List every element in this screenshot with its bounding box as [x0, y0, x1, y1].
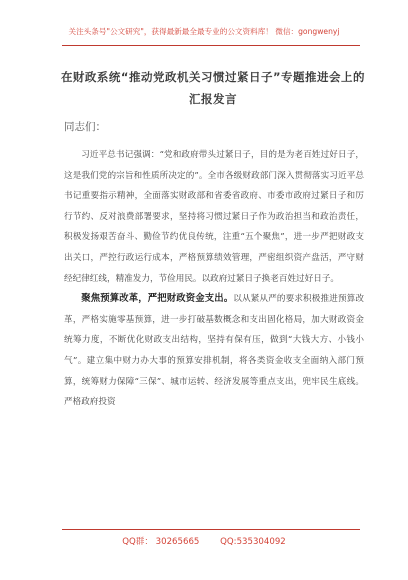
- paragraph-1: 习近平总书记强调：“党和政府带头过紧日子，目的是为老百姓过好日子，这是我们党的宗旨和性质所决定的”。全市各级财政部门深入贯彻落实习近平总书记重要指示精神，全面落实财政部和省委省政府、市委市政府过紧日子和厉行节约、反对浪费部署要求，坚持将习惯过紧日子作为政治担当和政治责任，积极发扬艰苦奋斗、勤俭节约优良传统，注重“五个聚焦”，进一步严把财政支出关口，严控行政运行成本，严格预算绩效管理，严密组织资产盘活，严守财经纪律红线，精准发力，节俭用民。以政府过紧日子换老百姓过好日子。: [64, 150, 364, 284]
- footer-qq: QQ:535304092: [220, 537, 286, 547]
- header-note: 关注头条号"公文研究"，获得最新最全最专业的公文资料库！ 微信：gongwenyj: [68, 27, 340, 36]
- paragraph-2-lead: 聚焦预算改革，严把财政资金支出。: [81, 293, 234, 305]
- footer: [0, 535, 408, 547]
- salutation: 同志们：: [64, 121, 106, 133]
- footer-qq-group: QQ群： 30265665: [122, 537, 200, 547]
- header-divider: [62, 45, 360, 46]
- document-title: 在财政系统“推动党政机关习惯过紧日子”专题推进会上的汇报发言: [60, 70, 366, 106]
- document-body: [64, 145, 364, 413]
- paragraph-2-text: 以从紧从严的要求积极推进预算改革，严格实施零基预算，进一步打破基数概念和支出固化格局，加大财政资金统筹力度，不断优化财政支出结构，坚持有保有压，做到“大钱大方、小钱小气”。建立集中财力办大事的预算安排机制，将各类资金收支全面纳入部门预算，统筹财力保障“三保”、城市运转、经济发展等重点支出，兜牢民生底线。严格政府投资: [64, 294, 364, 408]
- footer-divider: [62, 529, 360, 530]
- paragraph-2: [64, 289, 364, 413]
